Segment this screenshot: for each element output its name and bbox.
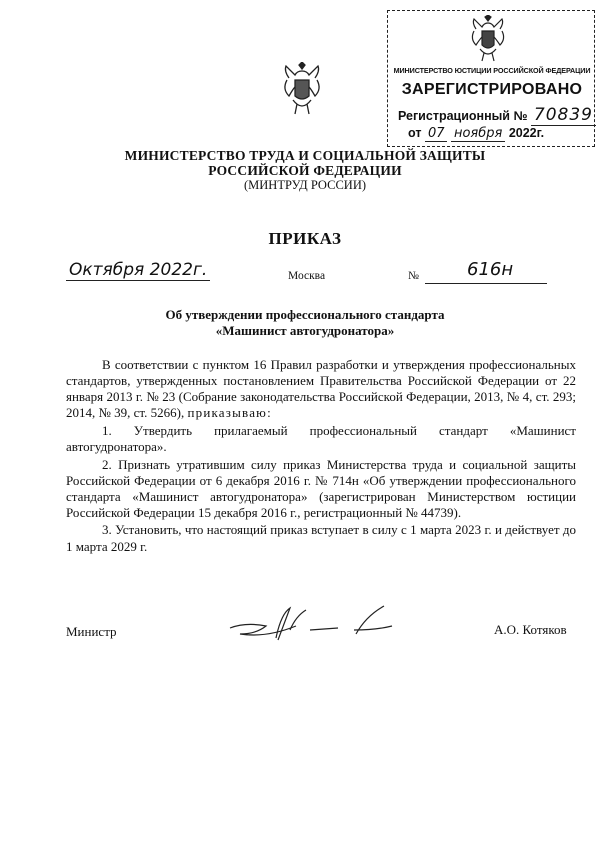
order-body xyxy=(66,357,576,556)
body-paragraph-1-decree: приказываю: xyxy=(187,405,272,421)
stamp-date-month: ноября xyxy=(451,126,505,142)
stamp-date-day: 07 xyxy=(425,126,448,142)
body-paragraph-4: 3. Установить, что настоящий приказ вступает в силу с 1 марта 2023 г. и действует до 1 марта 2029 г. xyxy=(66,522,576,554)
order-number-underline xyxy=(425,283,547,284)
order-subject xyxy=(0,307,610,339)
ministry-header xyxy=(0,148,610,193)
stamp-date-prefix: от xyxy=(408,126,422,140)
stamp-date-year: 2022г. xyxy=(508,126,545,140)
stamp-date-line xyxy=(408,126,544,142)
stamp-registered-label: ЗАРЕГИСТРИРОВАНО xyxy=(401,81,583,98)
order-date-handwritten: Октября 2022г. xyxy=(66,260,210,281)
handwritten-signature xyxy=(226,604,396,644)
order-number-label: № xyxy=(408,270,419,282)
stamp-reg-label: Регистрационный № xyxy=(398,109,528,123)
ministry-name-line1: МИНИСТЕРСТВО ТРУДА И СОЦИАЛЬНОЙ ЗАЩИТЫ xyxy=(124,148,486,163)
stamp-reg-number: 70839 xyxy=(531,105,596,126)
body-paragraph-1-text: В соответствии с пунктом 16 Правил разработки и утверждения профессиональных стандартов, утвержденных постановлением Правительства Российской Федерации от 22 января 2013 г. № 23 (Собрание законодательства Российской Федерации, 2013, № 4, ст. 293; 2014, № 39, ст. 5266), xyxy=(66,357,576,421)
stamp-registration-line xyxy=(398,105,596,126)
coat-of-arms-icon xyxy=(468,15,508,63)
registration-stamp xyxy=(387,10,595,147)
subject-line2: «Машинист автогудронатора» xyxy=(215,323,395,338)
order-date xyxy=(66,260,210,281)
body-paragraph-1 xyxy=(66,357,576,421)
body-paragraph-2: 1. Утвердить прилагаемый профессиональный стандарт «Машинист автогудронатора». xyxy=(66,422,576,454)
order-city: Москва xyxy=(288,270,326,282)
subject-line1: Об утверждении профессионального стандарта xyxy=(165,307,445,322)
coat-of-arms-icon xyxy=(280,62,324,116)
ministry-abbr: (МИНТРУД РОССИИ) xyxy=(243,178,367,192)
stamp-ministry-name: МИНИСТЕРСТВО ЮСТИЦИИ РОССИЙСКОЙ ФЕДЕРАЦИИ xyxy=(393,66,591,75)
ministry-name-line2: РОССИЙСКОЙ ФЕДЕРАЦИИ xyxy=(208,163,402,178)
body-paragraph-3: 2. Признать утратившим силу приказ Министерства труда и социальной защиты Российской Федерации от 6 декабря 2016 г. № 714н «Об утверждении профессионального стандарта «Машинист автогудронатора» (зарегистрирован Министерством юстиции Российской Федерации 15 декабря 2016 г., регистрационный № 44739). xyxy=(66,456,576,520)
signatory-position: Министр xyxy=(66,624,117,639)
document-title: ПРИКАЗ xyxy=(268,229,342,248)
signatory-name: А.О. Котяков xyxy=(494,622,567,637)
order-number-handwritten: 616н xyxy=(467,259,514,280)
